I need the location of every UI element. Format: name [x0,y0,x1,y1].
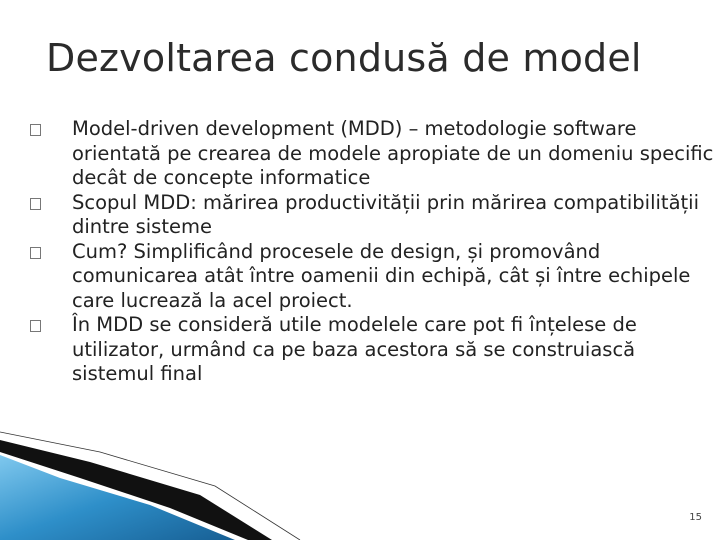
bullet-list [30,117,714,387]
bullet-text: Model-driven development (MDD) – metodologie software orientată pe crearea de modele apropiate de un domeniu specific decât de concepte informatice [72,117,714,189]
bullet-text: Scopul MDD: mărirea productivității prin mărirea compatibilității dintre sisteme [72,190,699,238]
bullet-item [30,313,714,387]
bullet-item [30,191,714,240]
bullet-text: În MDD se consideră utile modelele care pot fi înțelese de utilizator, urmând ca pe baza acestora să se construiască sistemul final [72,313,637,385]
square-bullet-icon [30,247,41,259]
bullet-item [30,117,714,191]
square-bullet-icon [30,320,41,332]
slide-title: Dezvoltarea condusă de model [46,36,642,80]
bullet-text: Cum? Simplificând procesele de design, și promovând comunicarea atât între oamenii din echipă, cât și între echipele care lucrează la acel proiect. [72,239,691,312]
square-bullet-icon [30,124,41,136]
square-bullet-icon [30,198,41,210]
bullet-item [30,240,714,314]
page-number: 15 [689,512,702,523]
